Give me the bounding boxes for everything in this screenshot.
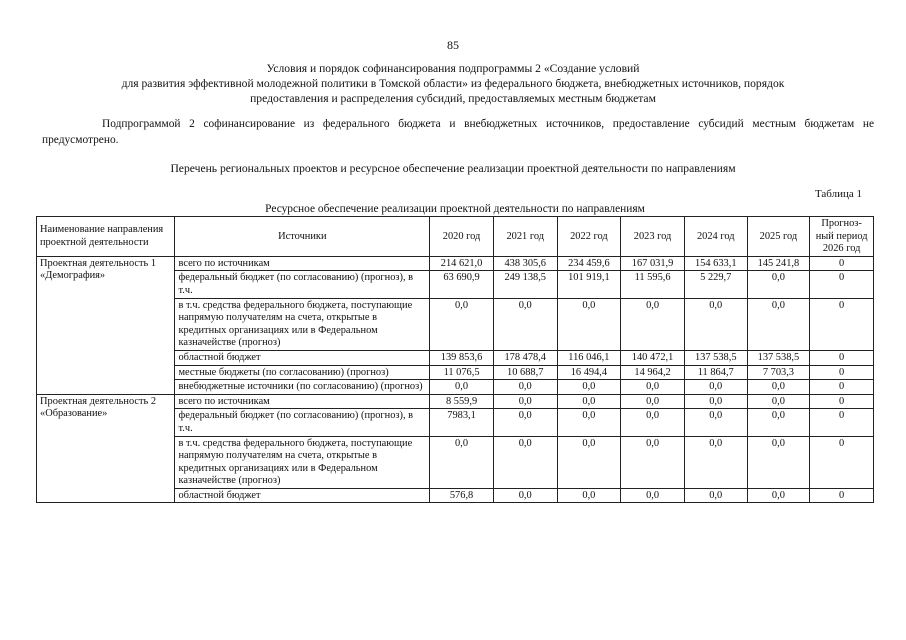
value-cell: 11 076,5 — [430, 365, 494, 380]
value-cell: 234 459,6 — [557, 256, 621, 271]
value-cell: 0,0 — [684, 436, 747, 488]
section-title: Перечень региональных проектов и ресурсное обеспечение реализации проектной деятельности по направлениям — [170, 162, 736, 175]
value-cell: 0,0 — [557, 436, 621, 488]
direction-name: Проектная деятельность 2 «Образование» — [37, 394, 175, 503]
value-cell: 0,0 — [430, 380, 494, 395]
value-cell: 101 919,1 — [557, 271, 621, 298]
value-cell: 11 864,7 — [684, 365, 747, 380]
table-header-row — [37, 217, 874, 257]
value-cell: 0,0 — [621, 298, 685, 350]
value-cell: 145 241,8 — [747, 256, 810, 271]
value-cell: 214 621,0 — [430, 256, 494, 271]
source-cell: федеральный бюджет (по согласованию) (прогноз), в т.ч. — [175, 271, 430, 298]
table-row — [37, 394, 874, 409]
value-cell: 0,0 — [430, 298, 494, 350]
source-cell: внебюджетные источники (по согласованию) (прогноз) — [175, 380, 430, 395]
value-cell: 0 — [810, 394, 874, 409]
value-cell: 0,0 — [493, 394, 557, 409]
value-cell: 0,0 — [493, 409, 557, 436]
value-cell: 0 — [810, 488, 874, 503]
value-cell: 0,0 — [621, 436, 685, 488]
value-cell: 178 478,4 — [493, 350, 557, 365]
header-direction: Наименование направления проектной деятельности — [37, 217, 175, 257]
page-number: 85 — [447, 38, 459, 52]
table-caption: Ресурсное обеспечение реализации проектной деятельности по направлениям — [265, 203, 645, 215]
value-cell: 0,0 — [557, 409, 621, 436]
value-cell: 0,0 — [493, 488, 557, 503]
value-cell: 0,0 — [621, 380, 685, 395]
value-cell: 0,0 — [747, 436, 810, 488]
source-cell: в т.ч. средства федерального бюджета, поступающие напрямую получателям на счета, открытые в кредитных организациях или в Федеральном казначействе (прогноз) — [175, 298, 430, 350]
value-cell: 0,0 — [747, 298, 810, 350]
value-cell: 438 305,6 — [493, 256, 557, 271]
value-cell: 0,0 — [747, 380, 810, 395]
value-cell: 11 595,6 — [621, 271, 685, 298]
value-cell: 139 853,6 — [430, 350, 494, 365]
value-cell: 0,0 — [557, 380, 621, 395]
value-cell: 116 046,1 — [557, 350, 621, 365]
value-cell: 0,0 — [747, 409, 810, 436]
value-cell: 154 633,1 — [684, 256, 747, 271]
value-cell: 0,0 — [430, 436, 494, 488]
value-cell: 0,0 — [747, 271, 810, 298]
heading-line-1: Условия и порядок софинансирования подпрограммы 2 «Создание условий — [266, 62, 640, 75]
value-cell: 0 — [810, 350, 874, 365]
value-cell: 63 690,9 — [430, 271, 494, 298]
resource-table — [36, 216, 874, 503]
heading-line-2: для развития эффективной молодежной политики в Томской области» из федерального бюджета, внебюджетных источников, порядок — [121, 77, 785, 90]
direction-name: Проектная деятельность 1 «Демография» — [37, 256, 175, 394]
value-cell: 137 538,5 — [747, 350, 810, 365]
value-cell: 7 703,3 — [747, 365, 810, 380]
source-cell: областной бюджет — [175, 350, 430, 365]
value-cell: 0,0 — [684, 409, 747, 436]
value-cell: 0 — [810, 298, 874, 350]
value-cell: 0 — [810, 436, 874, 488]
header-2026: Прогноз-ный период 2026 год — [810, 217, 874, 257]
value-cell: 0,0 — [747, 488, 810, 503]
value-cell: 0,0 — [621, 409, 685, 436]
header-2024: 2024 год — [684, 217, 747, 257]
value-cell: 167 031,9 — [621, 256, 685, 271]
table-number: Таблица 1 — [814, 188, 862, 200]
header-2025: 2025 год — [747, 217, 810, 257]
value-cell: 0,0 — [621, 488, 685, 503]
value-cell: 0,0 — [557, 488, 621, 503]
paragraph: Подпрограммой 2 софинансирование из федерального бюджета и внебюджетных источников, предоставление субсидий местным бюджетам не предусмотрено. — [42, 118, 874, 146]
value-cell: 16 494,4 — [557, 365, 621, 380]
table-row — [37, 256, 874, 271]
value-cell: 0,0 — [493, 298, 557, 350]
value-cell: 249 138,5 — [493, 271, 557, 298]
value-cell: 0,0 — [621, 394, 685, 409]
value-cell: 0,0 — [684, 298, 747, 350]
value-cell: 0,0 — [493, 380, 557, 395]
source-cell: местные бюджеты (по согласованию) (прогноз) — [175, 365, 430, 380]
value-cell: 0,0 — [493, 436, 557, 488]
value-cell: 0,0 — [684, 394, 747, 409]
source-cell: федеральный бюджет (по согласованию) (прогноз), в т.ч. — [175, 409, 430, 436]
source-cell: всего по источникам — [175, 256, 430, 271]
value-cell: 0,0 — [557, 394, 621, 409]
source-cell: областной бюджет — [175, 488, 430, 503]
value-cell: 7983,1 — [430, 409, 494, 436]
value-cell: 0 — [810, 271, 874, 298]
header-2020: 2020 год — [430, 217, 494, 257]
value-cell: 0,0 — [684, 380, 747, 395]
value-cell: 5 229,7 — [684, 271, 747, 298]
header-2022: 2022 год — [557, 217, 621, 257]
value-cell: 0,0 — [747, 394, 810, 409]
header-sources: Источники — [175, 217, 430, 257]
value-cell: 0,0 — [557, 298, 621, 350]
value-cell: 137 538,5 — [684, 350, 747, 365]
value-cell: 14 964,2 — [621, 365, 685, 380]
value-cell: 0 — [810, 380, 874, 395]
value-cell: 0 — [810, 256, 874, 271]
value-cell: 140 472,1 — [621, 350, 685, 365]
value-cell: 10 688,7 — [493, 365, 557, 380]
value-cell: 0 — [810, 409, 874, 436]
value-cell: 8 559,9 — [430, 394, 494, 409]
header-2021: 2021 год — [493, 217, 557, 257]
value-cell: 576,8 — [430, 488, 494, 503]
source-cell: в т.ч. средства федерального бюджета, поступающие напрямую получателям на счета, открытые в кредитных организациях или в Федеральном казначействе (прогноз) — [175, 436, 430, 488]
source-cell: всего по источникам — [175, 394, 430, 409]
header-2023: 2023 год — [621, 217, 685, 257]
heading-line-3: предоставления и распределения субсидий, предоставляемых местным бюджетам — [250, 92, 656, 105]
value-cell: 0,0 — [684, 488, 747, 503]
value-cell: 0 — [810, 365, 874, 380]
